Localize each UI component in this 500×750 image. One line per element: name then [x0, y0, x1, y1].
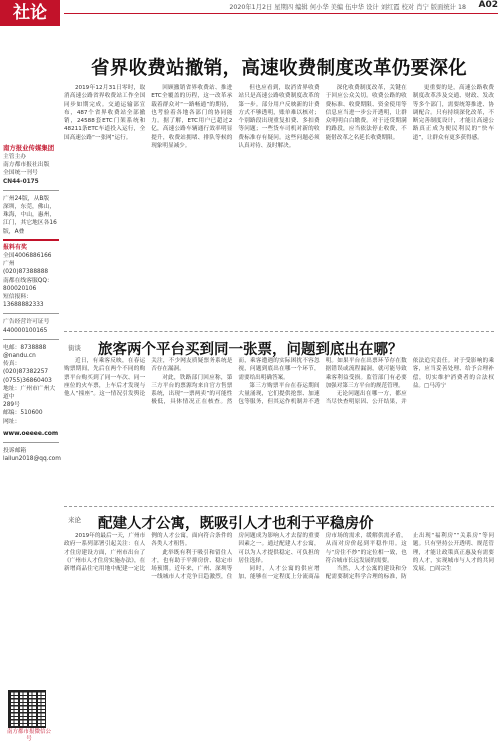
contact-line: (0755)36860403 — [3, 377, 52, 384]
contact-line: 网址： — [3, 418, 21, 425]
page-number: A02 — [478, 0, 498, 10]
hotline-title: 报料有奖 — [3, 243, 28, 251]
ad-license-title: 广告经营许可证号 — [3, 319, 50, 326]
main-article-body — [64, 84, 494, 328]
header-rule — [64, 13, 498, 14]
paragraph: 但也应看到，取消省界收费站只是高速公路收费制度改革的第一步。部分用户反映新的计费方式不够透明，账单难以核对；个别路段出现重复扣费、多扣费等问题；一些货车司机对新的收费标准存有疑问。这些问题必须认真对待、及时解决。 — [238, 85, 320, 150]
section-badge: 社论 — [0, 0, 60, 26]
article-headline: 配建人才公寓，既吸引人才也利于平稳房价 — [98, 516, 374, 532]
paragraph: 深化收费制度改革，关键在于回应公众关切。收费公路的收费标准、收费期限、资金使用等信息应当进一步公开透明，让群众明明白白缴费。对于还贷期满的路段，应当依法停止收费，不能借改革之名延长收费期限。 — [325, 85, 407, 141]
hotline-line: 全国4006886166 — [3, 253, 52, 260]
qr-caption: 南方都市报微信公号 — [6, 729, 51, 742]
paragraph: 近日，有乘客反映，在春运购票期间，先后在两个不同的购票平台购买到了同一车次、同一座位的火车票，上车后才发现与他人“撞座”。这一情况引发舆论关注，不少网友质疑票务系统是否存在漏洞。 — [64, 358, 233, 398]
hotline-line: 广州(020)87388888 — [3, 261, 49, 276]
divider — [3, 442, 59, 443]
article-body — [64, 532, 494, 746]
ad-license: 440000100165 — [3, 327, 48, 334]
complaint-email[interactable]: lailun2018@qq.com — [3, 456, 61, 463]
divider — [3, 239, 59, 241]
paragraph: 同时，人才公寓的供应增加，能够在一定程度上分流商品房市场的需求，缓解供需矛盾，从而对房价起到平稳作用。这与“房住不炒”的定位相一致，也符合城市长远发展的需要。 — [238, 533, 407, 581]
paragraph: 当然，人才公寓的建设和分配需要制定科学合理的标准，防止出现“福利房”“关系房”等问题。只有坚持公开透明、规范管理，才能让政策真正惠及有需要的人才，实现城市与人才的共同发展。□周宗生 — [325, 533, 494, 581]
edition-detail: 从B版 — [33, 195, 50, 202]
divider — [3, 313, 59, 314]
complaint-title: 投诉邮箱 — [3, 448, 27, 455]
contact-line: 邮编：510600 — [3, 410, 43, 417]
qr-code-icon — [8, 690, 46, 728]
hotline-line: 短信报料： — [3, 294, 32, 301]
hotline-line: 13688882333 — [3, 302, 44, 309]
article-kicker: 来论 — [68, 516, 81, 524]
issn-label: 全国统一刊号 — [3, 170, 38, 177]
paragraph: 此举既有利于吸引和留住人才，也有助于平抑房价、稳定市场预期。近年来，广州、深圳等一线城市人才竞争日趋激烈，住房问题成为影响人才去留的重要因素之一。通过配建人才公寓，可以为人才提供稳定、可负担的居住选择。 — [151, 533, 320, 581]
divider — [3, 190, 59, 191]
hotline-line: 800020106 — [3, 285, 37, 292]
header-meta: 2020年1月2日 星期四 编辑 何小华 美编 伍中华 设计 刘红霞 校对 肖宁 版面统计 18 — [229, 4, 466, 11]
paper-group-name: 南方报业传媒集团 — [3, 144, 55, 152]
paragraph: 更重要的是，高速公路收费制度改革涉及交通、财政、发改等多个部门，需要统筹推进、协调配合。只有持续深化改革，不断完善制度设计，才能让高速公路真正成为便民利民的“快车道”，让群众有更多获得感。 — [412, 85, 494, 141]
paragraph: 回顾撤销省界收费站、推进ETC全覆盖的历程，这一改革承载着群众对“一路畅通”的期待，也考验着各地各部门的协同能力。据了解，ETC用户已超过2亿，高速公路车辆通行效率明显提升，收费站拥堵、排队等候的现象明显减少。 — [151, 85, 233, 150]
edition — [3, 195, 59, 203]
article-body — [64, 357, 494, 501]
issn: CN44-0175 — [3, 178, 39, 185]
paragraph: 对此，铁路部门回应称，第三方平台的票源均来自官方售票系统，出现“一票两卖”的可能性极低，具体情况正在核查。然而，乘客遭遇的实际困扰不容忽视，问题到底出在哪一个环节，需要给出明确答案。 — [151, 358, 320, 406]
contact-line: 电邮：8738888 — [3, 344, 47, 351]
website-link[interactable]: www.oeeee.com — [3, 429, 59, 437]
sponsor-line: 南方都市报社出版 — [3, 162, 50, 169]
main-headline: 省界收费站撤销，高速收费制度改革仍要深化 — [90, 58, 467, 79]
section-divider — [64, 331, 494, 332]
contact-line: 传真：(020)87382257 — [3, 361, 49, 376]
article-headline: 旅客两个平台买到同一张票，问题到底出在哪？ — [98, 342, 403, 358]
sponsor-line: 主管主办 — [3, 154, 27, 160]
left-masthead-column — [3, 144, 59, 464]
regions: 深圳，东莞，佛山，珠海，中山，惠州，江门，其它地区各16版，A叠 — [3, 204, 57, 235]
paragraph: 无论问题出在哪一方，都应当尽快查明原因、公开结果，并依法追究责任。对于受影响的乘客，应当妥善处理、给予合理补偿，切实维护消费者的合法权益。□马涛宁 — [325, 358, 494, 406]
paragraph: 2019年12月31日零时，取消高速公路省界收费站工作全国同步如期完成。交通运输部宣布，487个省界收费站全部撤销，24588套ETC门架系统和48211条ETC车道投入运行，全国高速公路“一张网”运行。 — [64, 85, 146, 141]
contact-line: 289号 — [3, 402, 20, 409]
contact-line: @nandu.cn — [3, 353, 36, 360]
edition-count: 广州24版， — [3, 195, 34, 202]
paragraph: 2019年的最后一天，广州市政府一系列部署引起关注：在人才住房建设方面，广州市出台了《广州市人才住房实施办法》，在新增商品住宅用地中配建一定比例的人才公寓，面向符合条件的各类人才租售。 — [64, 533, 233, 573]
divider — [3, 339, 59, 340]
article-kicker: 街谈 — [68, 344, 81, 352]
hotline-line: 南都在线客服QQ： — [3, 277, 53, 284]
contact-line: 地址：广州市广州大道中 — [3, 385, 56, 401]
paragraph: 第三方购票平台在春运期间大量涌现，它们提供抢票、加速包等服务，但其运作机制并不透明。如果平台在出票环节存在数据错误或流程漏洞，就可能导致乘客利益受损。监管部门有必要加强对第三方平台的规范管理。 — [238, 358, 407, 406]
section-divider — [64, 506, 494, 507]
